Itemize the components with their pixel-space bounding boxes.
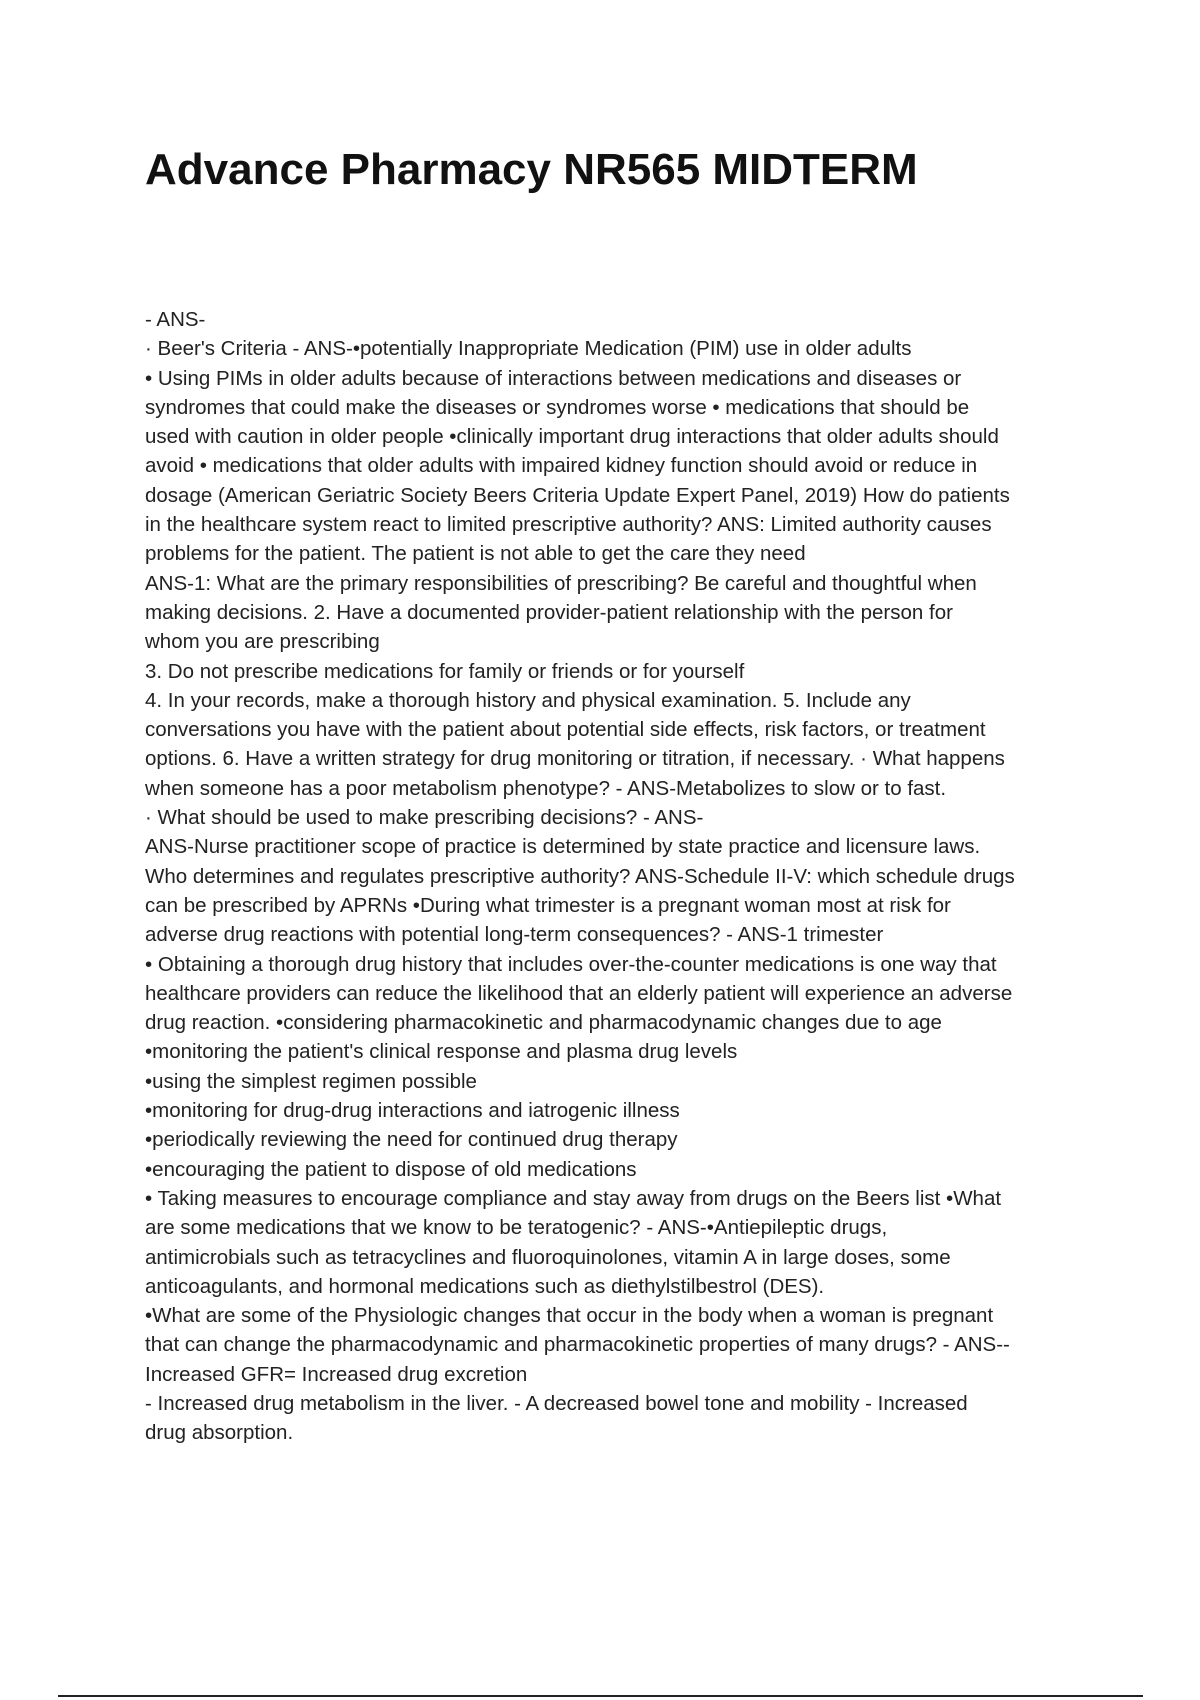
body-text-line: •monitoring for drug-drug interactions and iatrogenic illness xyxy=(145,1099,680,1123)
body-text-line: Increased GFR= Increased drug excretion xyxy=(145,1362,528,1386)
body-text-line: that can change the pharmacodynamic and pharmacokinetic properties of many drugs? - ANS-- xyxy=(145,1333,1010,1357)
body-text-line: •What are some of the Physiologic changes that occur in the body when a woman is pregnant xyxy=(145,1304,994,1328)
body-text-line: syndromes that could make the diseases or syndromes worse • medications that should be xyxy=(145,395,970,419)
document-title: Advance Pharmacy NR565 MIDTERM xyxy=(145,145,918,194)
body-text-line: problems for the patient. The patient is not able to get the care they need xyxy=(145,542,806,566)
body-text-line: • Obtaining a thorough drug history that includes over-the-counter medications is one way that xyxy=(145,952,997,976)
body-text-line: used with caution in older people •clinically important drug interactions that older adults should xyxy=(145,425,999,449)
body-text-line: ANS-Nurse practitioner scope of practice is determined by state practice and licensure laws. xyxy=(145,835,981,859)
document-body xyxy=(145,305,1095,1448)
body-text-line: - ANS- xyxy=(145,308,206,331)
body-text-line: dosage (American Geriatric Society Beers Criteria Update Expert Panel, 2019) How do patients xyxy=(145,483,1010,507)
body-text-line: options. 6. Have a written strategy for drug monitoring or titration, if necessary. · What happens xyxy=(145,747,1005,771)
body-text-line: •encouraging the patient to dispose of old medications xyxy=(145,1157,637,1181)
body-text-line: conversations you have with the patient about potential side effects, risk factors, or treatment xyxy=(145,718,986,742)
body-text-line: •monitoring the patient's clinical response and plasma drug levels xyxy=(145,1040,738,1064)
body-text-line: - Increased drug metabolism in the liver. - A decreased bowel tone and mobility - Increased xyxy=(145,1391,968,1415)
body-text-line: when someone has a poor metabolism phenotype? - ANS-Metabolizes to slow or to fast. xyxy=(145,776,947,800)
body-text-line: whom you are prescribing xyxy=(145,630,380,654)
body-text-line: drug absorption. xyxy=(145,1421,294,1445)
body-text-line: ANS-1: What are the primary responsibilities of prescribing? Be careful and thoughtful when xyxy=(145,571,977,595)
body-text-line: • Taking measures to encourage compliance and stay away from drugs on the Beers list •What xyxy=(145,1186,1002,1210)
body-text-line: •using the simplest regimen possible xyxy=(145,1069,477,1093)
body-text-line: 4. In your records, make a thorough history and physical examination. 5. Include any xyxy=(145,688,911,712)
body-text-line: •periodically reviewing the need for continued drug therapy xyxy=(145,1128,678,1152)
body-text-line: avoid • medications that older adults with impaired kidney function should avoid or reduce in xyxy=(145,454,978,478)
body-text-line: adverse drug reactions with potential long-term consequences? - ANS-1 trimester xyxy=(145,923,884,947)
body-text-line: anticoagulants, and hormonal medications such as diethylstilbestrol (DES). xyxy=(145,1274,825,1298)
body-text-line: · What should be used to make prescribing decisions? - ANS- xyxy=(145,806,704,830)
body-text-line: healthcare providers can reduce the likelihood that an elderly patient will experience an adverse xyxy=(145,981,1013,1005)
body-text-line: antimicrobials such as tetracyclines and fluoroquinolones, vitamin A in large doses, some xyxy=(145,1245,951,1269)
body-text-line: • Using PIMs in older adults because of interactions between medications and diseases or xyxy=(145,366,962,390)
body-text-line: 3. Do not prescribe medications for family or friends or for yourself xyxy=(145,659,745,683)
body-text-line: · Beer's Criteria - ANS-•potentially Inappropriate Medication (PIM) use in older adults xyxy=(145,337,912,361)
body-text-line: drug reaction. •considering pharmacokinetic and pharmacodynamic changes due to age xyxy=(145,1011,942,1035)
body-text-line: Who determines and regulates prescriptive authority? ANS-Schedule II-V: which schedule drugs xyxy=(145,864,1015,888)
body-text-line: are some medications that we know to be teratogenic? - ANS-•Antiepileptic drugs, xyxy=(145,1216,888,1240)
footer-divider xyxy=(58,1695,1143,1697)
body-text-line: in the healthcare system react to limited prescriptive authority? ANS: Limited authority causes xyxy=(145,513,992,537)
body-text-line: making decisions. 2. Have a documented provider-patient relationship with the person for xyxy=(145,600,953,624)
body-text-line: can be prescribed by APRNs •During what trimester is a pregnant woman most at risk for xyxy=(145,893,951,917)
